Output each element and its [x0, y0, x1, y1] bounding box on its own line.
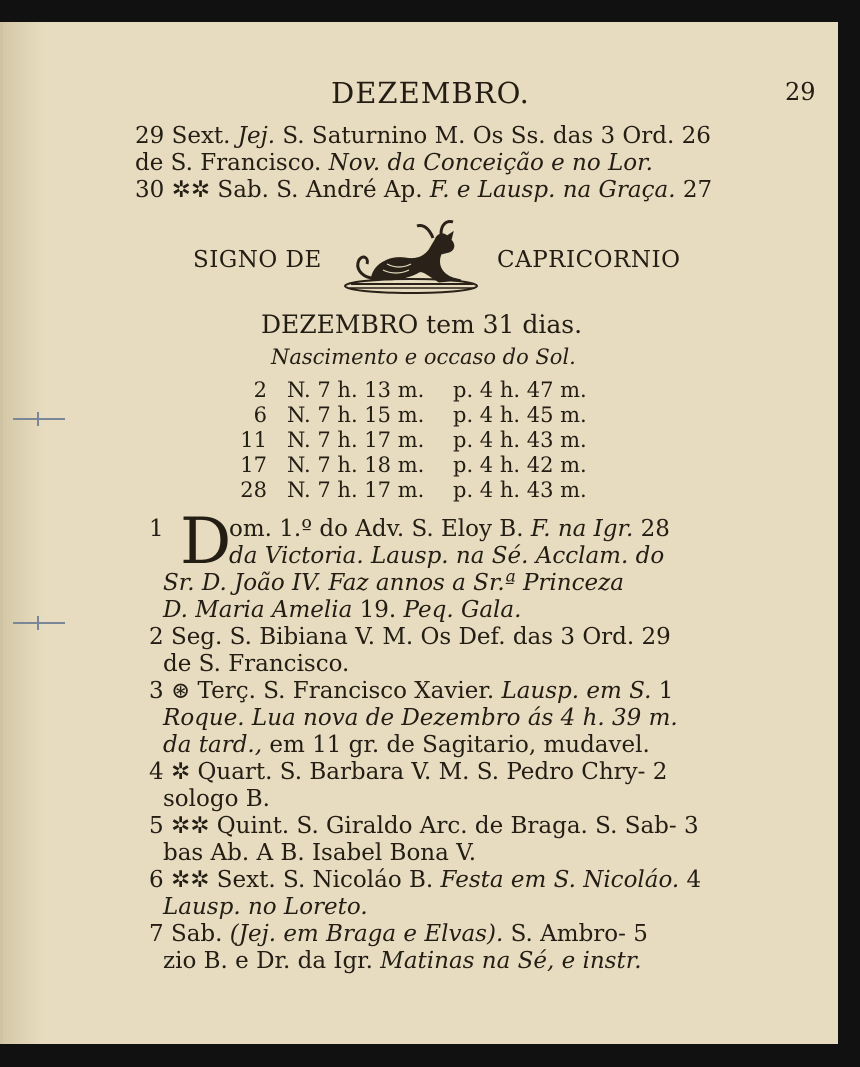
entry-line — [229, 543, 664, 569]
sun-table-title: Nascimento e occaso do Sol. — [271, 345, 576, 369]
month-title: DEZEMBRO tem 31 dias. — [261, 310, 583, 339]
italic-text: Matinas na Sé, e instr. — [380, 948, 642, 974]
text-run: S. Saturnino M. Os Ss. das 3 Ord. 26 — [275, 123, 711, 149]
entry-line — [163, 597, 521, 623]
italic-text: Lausp. em S. — [501, 678, 652, 704]
sun-table-day: 2 — [253, 378, 267, 402]
sun-table-sunset: p. 4 h. 42 m. — [453, 453, 587, 477]
entry-line — [149, 759, 667, 785]
text-run: sologo B. — [163, 786, 270, 812]
day-one-number: 1 — [149, 516, 164, 542]
page-heading: DEZEMBRO. — [331, 76, 530, 110]
entry-line — [149, 921, 648, 947]
italic-text: F. na Igr. — [530, 516, 634, 542]
text-run: 30 ✲✲ Sab. S. André Ap. — [135, 177, 430, 203]
sun-table-sunset: p. 4 h. 43 m. — [453, 478, 587, 502]
italic-text: Festa em S. Nicoláo. — [440, 867, 680, 893]
text-run: zio B. e Dr. da Igr. — [163, 948, 381, 974]
text-run: 3 ⊛ Terç. S. Francisco Xavier. — [149, 678, 502, 704]
entry-line — [163, 948, 642, 974]
sun-table-sunrise: N. 7 h. 17 m. — [287, 478, 425, 502]
sun-table-day: 17 — [240, 453, 267, 477]
sun-table-sunrise: N. 7 h. 18 m. — [287, 453, 425, 477]
sun-table-sunrise: N. 7 h. 13 m. — [287, 378, 425, 402]
entry-line — [163, 732, 650, 758]
text-run: 6 ✲✲ Sext. S. Nicoláo B. — [149, 867, 441, 893]
capricorn-goat-icon — [343, 218, 479, 294]
text-run: em 11 gr. de Sagitario, mudavel. — [262, 732, 650, 758]
page-number: 29 — [785, 78, 816, 106]
italic-text: Jej. — [237, 123, 276, 149]
italic-text: Nov. da Conceição e no Lor. — [328, 150, 653, 176]
sun-table-sunrise: N. 7 h. 17 m. — [287, 428, 425, 452]
text-run: S. Ambro- 5 — [503, 921, 648, 947]
text-run: bas Ab. A B. Isabel Bona V. — [163, 840, 477, 866]
entry-line — [163, 840, 476, 866]
entry-line — [229, 516, 670, 542]
text-run: 7 Sab. — [149, 921, 230, 947]
preamble-line — [135, 177, 712, 203]
sun-table-sunset: p. 4 h. 45 m. — [453, 403, 587, 427]
entry-line — [163, 786, 270, 812]
text-run: 4 ✲ Quart. S. Barbara V. M. S. Pedro Chry- 2 — [149, 759, 668, 785]
entry-line — [149, 624, 671, 650]
entry-line — [163, 705, 678, 731]
sun-table-sunset: p. 4 h. 47 m. — [453, 378, 587, 402]
text-run: 28 — [633, 516, 670, 542]
text-run: 19. — [352, 597, 404, 623]
text-run: 29 Sext. — [135, 123, 238, 149]
entry-line — [149, 813, 699, 839]
drop-cap: D — [180, 505, 232, 579]
italic-text: D. Maria Amelia — [163, 597, 353, 623]
text-run: 4 — [679, 867, 702, 893]
entry-line — [163, 570, 624, 596]
text-run: 27 — [675, 177, 713, 203]
sign-label-right: CAPRICORNIO — [497, 247, 681, 273]
binding-mark — [13, 418, 65, 420]
entry-line — [163, 894, 368, 920]
italic-text: Roque. Lua nova de Dezembro ás 4 h. 39 m. — [163, 705, 678, 731]
text-run: de S. Francisco. — [163, 651, 350, 677]
text-run: de S. Francisco. — [135, 150, 329, 176]
preamble-line — [135, 150, 653, 176]
sun-table-sunrise: N. 7 h. 15 m. — [287, 403, 425, 427]
text-run: 2 Seg. S. Bibiana V. M. Os Def. das 3 Ord. 29 — [149, 624, 671, 650]
italic-text: da tard., — [163, 732, 263, 758]
italic-text: Peq. Gala. — [403, 597, 522, 623]
preamble-line — [135, 123, 711, 149]
sun-table-sunset: p. 4 h. 43 m. — [453, 428, 587, 452]
italic-text: Lausp. no Loreto. — [163, 894, 368, 920]
italic-text: F. e Lausp. na Graça. — [429, 177, 676, 203]
italic-text: da Victoria. Lausp. na Sé. Acclam. do — [229, 543, 665, 569]
sign-label-left: SIGNO DE — [193, 247, 322, 273]
italic-text: Sr. D. João IV. Faz annos a Sr.ª Princeza — [163, 570, 624, 596]
italic-text: (Jej. em Braga e Elvas). — [229, 921, 504, 947]
entry-line — [163, 651, 349, 677]
text-run: 1 — [651, 678, 674, 704]
entry-line — [149, 867, 701, 893]
binding-mark — [13, 622, 65, 624]
entry-line — [149, 678, 673, 704]
sun-table-day: 6 — [253, 403, 267, 427]
sun-table-day: 11 — [240, 428, 267, 452]
text-run: om. 1.º do Adv. S. Eloy B. — [229, 516, 531, 542]
sun-table-day: 28 — [240, 478, 267, 502]
text-run: 5 ✲✲ Quint. S. Giraldo Arc. de Braga. S. Sab- 3 — [149, 813, 699, 839]
almanac-page — [0, 22, 838, 1044]
